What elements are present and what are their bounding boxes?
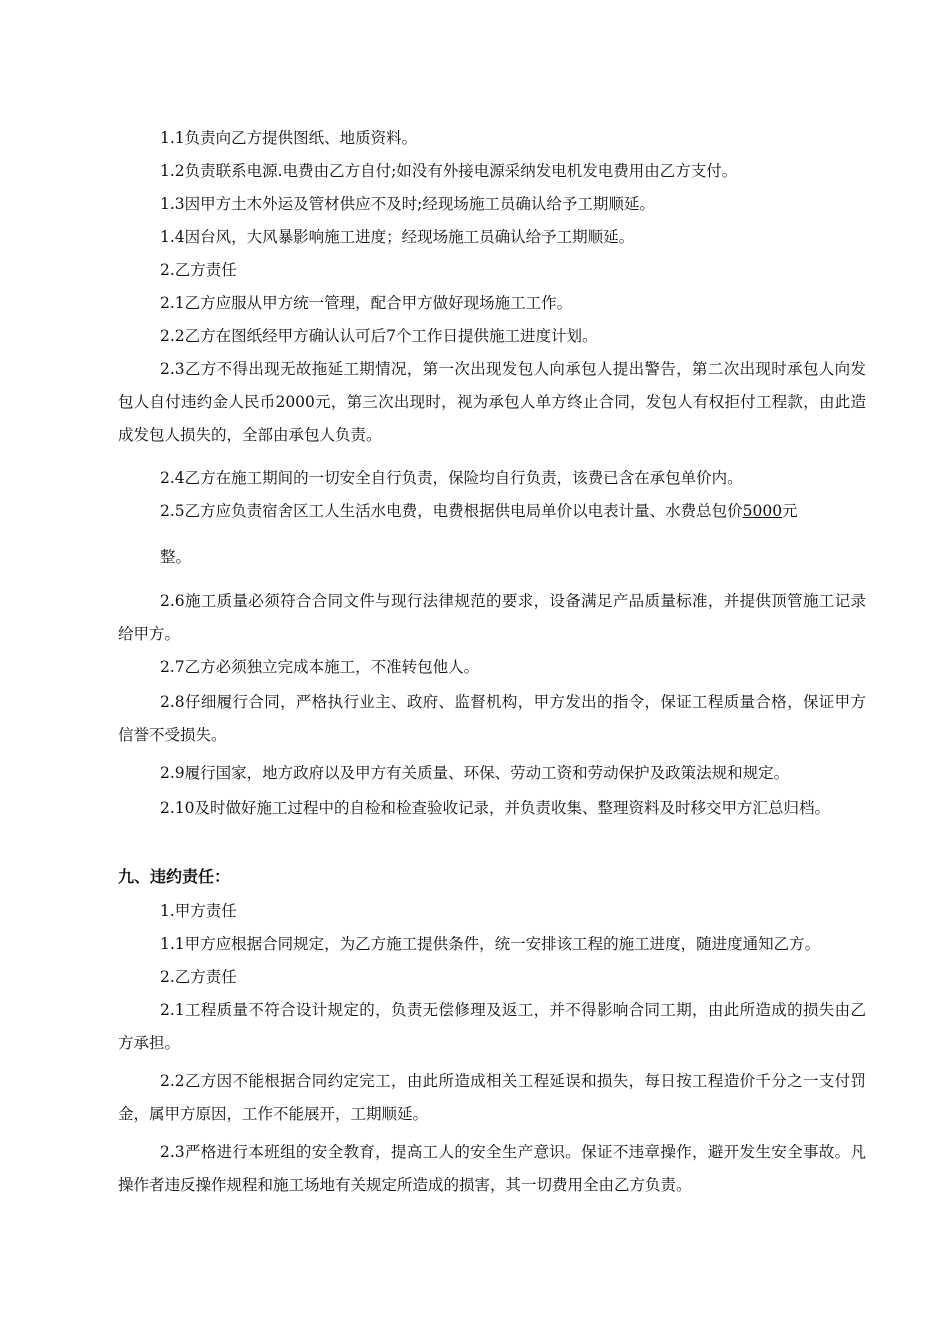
clause-2-6: 2.6施工质量必须符合合同文件与现行法律规范的要求，设备满足产品质量标准，并提供顶管施工记录给甲方。 (118, 592, 866, 643)
section-nine-heading: 九、违约责任： (118, 867, 231, 886)
clause-2-5-text: 2.5乙方应负责宿舍区工人生活水电费，电费根据供电局单价以电表计量、水费总包价 (160, 502, 743, 520)
clause-1-1: 1.1负责向乙方提供图纸、地质资料。 (160, 129, 418, 147)
clause-2-5-tail: 整。 (160, 548, 192, 566)
clause-1-2: 1.2负责联系电源.电费由乙方自付;如没有外接电源采纳发电机发电费用由乙方支付。 (160, 162, 738, 180)
party-a-liability-heading: 1.甲方责任 (160, 902, 237, 920)
clause-2-5-unit: 元 (782, 502, 798, 520)
party-b-responsibility-heading: 2.乙方责任 (160, 261, 237, 279)
clause-2-10: 2.10及时做好施工过程中的自检和检查验收记录，并负责收集、整理资料及时移交甲方汇总归档。 (160, 799, 831, 817)
liability-2-2: 2.2乙方因不能根据合同约定完工，由此所造成相关工程延误和损失，每日按工程造价千分之一支付罚金，属甲方原因，工作不能展开，工期顺延。 (118, 1072, 866, 1123)
clause-2-3: 2.3乙方不得出现无故拖延工期情况，第一次出现发包人向承包人提出警告，第二次出现时承包人向发包人自付违约金人民币2000元，第三次出现时，视为承包人单方终止合同，发包人有权拒付工程款，由此造成发包人损失的，全部由承包人负责。 (118, 360, 866, 444)
party-b-liability-heading: 2.乙方责任 (160, 968, 237, 986)
clause-2-7: 2.7乙方必须独立完成本施工，不准转包他人。 (160, 658, 480, 676)
clause-1-4: 1.4因台风，大风暴影响施工进度；经现场施工员确认给予工期顺延。 (160, 228, 635, 246)
liability-1-1: 1.1甲方应根据合同规定，为乙方施工提供条件，统一安排该工程的施工进度，随进度通知乙方。 (160, 935, 821, 953)
liability-2-1: 2.1工程质量不符合设计规定的，负责无偿修理及返工，并不得影响合同工期，由此所造成的损失由乙方承担。 (118, 1001, 866, 1052)
clause-2-9: 2.9履行国家，地方政府以及甲方有关质量、环保、劳动工资和劳动保护及政策法规和规定。 (160, 764, 790, 782)
water-fee-amount: 5000 (742, 502, 783, 520)
clause-2-8: 2.8仔细履行合同，严格执行业主、政府、监督机构，甲方发出的指令，保证工程质量合格，保证甲方信誉不受损失。 (118, 693, 866, 744)
clause-2-1: 2.1乙方应服从甲方统一管理，配合甲方做好现场施工工作。 (160, 294, 573, 312)
clause-2-4: 2.4乙方在施工期间的一切安全自行负责，保险均自行负责，该费已含在承包单价内。 (160, 469, 743, 487)
clause-2-2: 2.2乙方在图纸经甲方确认认可后7个工作日提供施工进度计划。 (160, 327, 598, 345)
liability-2-3: 2.3严格进行本班组的安全教育，提高工人的安全生产意识。保证不违章操作，避开发生安全事故。凡操作者违反操作规程和施工场地有关规定所造成的损害，其一切费用全由乙方负责。 (118, 1143, 866, 1194)
clause-2-5 (118, 495, 866, 528)
clause-1-3: 1.3因甲方土木外运及管材供应不及时;经现场施工员确认给予工期顺延。 (160, 195, 655, 213)
